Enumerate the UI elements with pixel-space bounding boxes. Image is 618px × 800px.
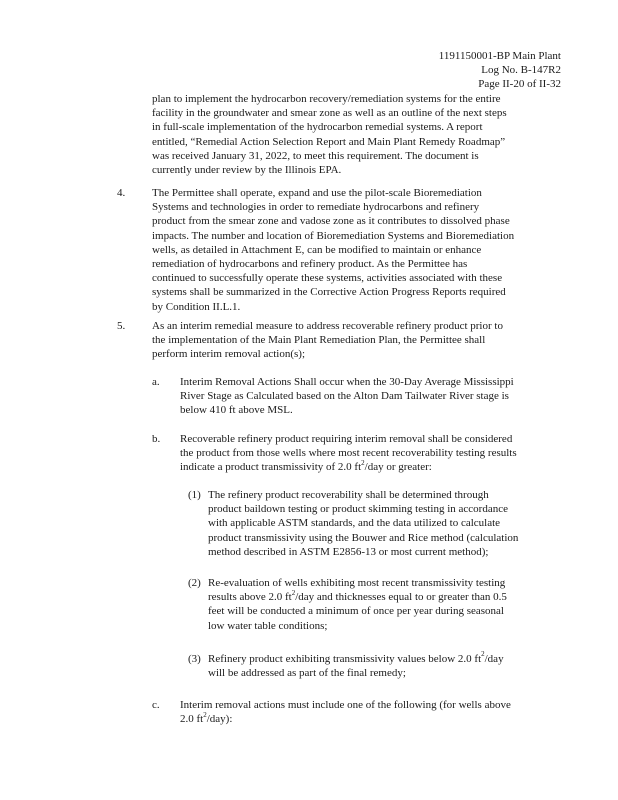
text-line: 2.0 $ft^2/day$):	[180, 710, 233, 726]
text-line: in full-scale implementation of the hydrocarbon remedial systems. A report	[152, 121, 483, 134]
text-line: plan to implement the hydrocarbon recovery/remediation systems for the entire	[152, 93, 501, 105]
log-number: Log No. B-147R2	[481, 64, 561, 76]
page-header	[439, 49, 561, 91]
text-line: Re-evaluation of wells exhibiting most recent transmissivity testing	[208, 577, 506, 589]
text-line: the product from those wells where most recent recoverability testing results	[180, 447, 517, 460]
text-line: remediation of hydrocarbons and refinery product. As the Permittee has	[152, 258, 468, 271]
text-line: results above 2.0 $ft^2$/day and thicknesses equal to or greater than 0.5	[208, 588, 507, 604]
text-line: As an interim remedial measure to address recoverable refinery product prior to	[152, 320, 503, 332]
continuation-paragraph	[152, 92, 507, 177]
item-a-paragraph	[180, 375, 514, 418]
text-line: The refinery product recoverability shall be determined through	[208, 489, 489, 501]
sub-3-paragraph	[208, 652, 504, 680]
item-4-number: 4.	[117, 187, 126, 199]
text-line: wells, as detailed in Attachment E, can be modified to maintain or enhance	[152, 243, 482, 256]
text-line: will be addressed as part of the final remedy;	[208, 667, 406, 680]
facility-id: 1191150001-BP Main Plant	[438, 50, 561, 62]
text-line: low water table conditions;	[208, 619, 328, 632]
item-5-number: 5.	[117, 320, 126, 332]
item-a-label: a.	[152, 376, 160, 388]
item-5-paragraph	[152, 319, 503, 362]
text-line: Systems and technologies in order to remediate hydrocarbons and refinery	[152, 201, 480, 214]
sub-2-label: (2)	[188, 577, 201, 589]
text-line: was received January 31, 2022, to meet this requirement. The document is	[152, 149, 479, 162]
text-line: Recoverable refinery product requiring interim removal shall be considered	[180, 433, 513, 445]
text-line: method described in ASTM E2856-13 or most current method);	[208, 545, 489, 558]
text-line: feet will be conducted a minimum of once per year during seasonal	[208, 605, 504, 618]
text-line: product from the smear zone and vadose zone as it contributes to dissolved phase	[152, 215, 510, 228]
text-line: indicate a product transmissivity of 2.0 $ft^2$/day or greater:	[180, 458, 432, 474]
text-line: currently under review by the Illinois EPA.	[152, 164, 342, 177]
item-4-paragraph	[152, 186, 514, 314]
sub-1-paragraph	[208, 488, 518, 559]
text-line: continued to successfully operate these systems, activities associated with these	[152, 272, 503, 285]
text-line: River Stage as Calculated based on the Alton Dam Tailwater River stage is	[180, 390, 509, 403]
text-line: product baildown testing or product skimming testing in accordance	[208, 503, 508, 516]
item-c-paragraph	[180, 698, 511, 726]
text-line: entitled, “Remedial Action Selection Report and Main Plant Remedy Roadmap”	[152, 135, 506, 148]
text-line: product transmissivity using the Bouwer and Rice method (calculation	[208, 531, 519, 544]
text-line: Refinery product exhibiting transmissivity values below 2.0 $ft^2$/day	[208, 650, 504, 665]
text-line: The Permittee shall operate, expand and use the pilot-scale Bioremediation	[152, 187, 482, 199]
text-line: the implementation of the Main Plant Remediation Plan, the Permittee shall	[152, 334, 486, 347]
text-line: impacts. The number and location of Bioremediation Systems and Bioremediation	[152, 229, 515, 242]
sub-2-paragraph	[208, 576, 507, 633]
text-line: Interim Removal Actions Shall occur when the 30-Day Average Mississippi	[180, 376, 514, 388]
text-line: systems shall be summarized in the Corrective Action Progress Reports required	[152, 286, 506, 299]
sub-1-label: (1)	[188, 489, 201, 501]
item-c-label: c.	[152, 699, 160, 711]
text-line: below 410 ft above MSL.	[180, 404, 293, 417]
text-line: by Condition II.L.1.	[152, 300, 241, 313]
item-b-label: b.	[152, 433, 161, 445]
text-line: with applicable ASTM standards, and the data utilized to calculate	[208, 517, 501, 530]
page-number: Page II-20 of II-32	[478, 78, 561, 90]
text-line: facility in the groundwater and smear zone as well as an outline of the next steps	[152, 107, 507, 120]
text-line: perform interim removal action(s);	[152, 348, 306, 361]
text-line: Interim removal actions must include one of the following (for wells above	[180, 699, 511, 711]
sub-3-label: (3)	[188, 653, 201, 665]
item-b-paragraph	[180, 432, 517, 475]
